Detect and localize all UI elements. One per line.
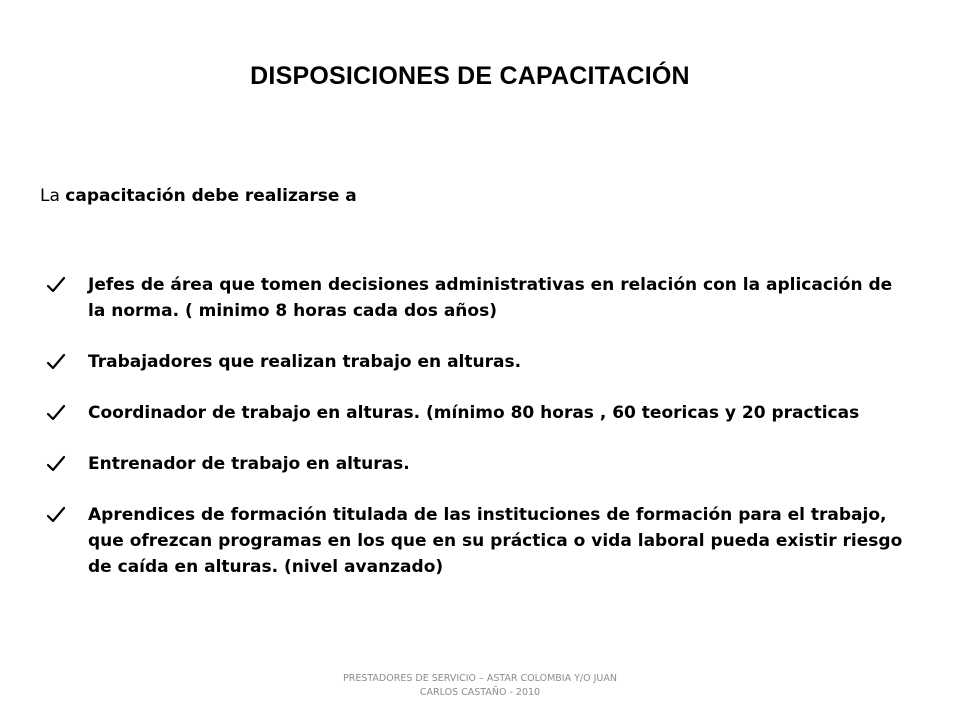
footer-line-1: PRESTADORES DE SERVICIO – ASTAR COLOMBIA Y/O JUAN: [343, 673, 617, 684]
checkmark-icon: [46, 454, 66, 474]
intro-bold-text: capacitación debe realizarse a: [65, 186, 357, 206]
list-item: [46, 502, 906, 580]
intro-text: [40, 186, 357, 206]
list-item-text: Entrenador de trabajo en alturas.: [88, 454, 410, 474]
intro-prefix: La: [40, 186, 66, 206]
checkmark-icon: [46, 275, 66, 295]
list-item-text: Aprendices de formación titulada de las instituciones de formación para el trabajo, que ofrezcan programas en los que en su práctica o vida laboral pueda existir riesgo de caída en alturas. (nivel avanzado): [88, 505, 903, 577]
slide-title: DISPOSICIONES DE CAPACITACIÓN: [250, 62, 690, 90]
list-item-text: Jefes de área que tomen decisiones administrativas en relación con la aplicación de la norma. ( minimo 8 horas cada dos años): [88, 275, 893, 321]
list-item: [46, 451, 906, 477]
list-item: [46, 272, 906, 324]
checkmark-icon: [46, 505, 66, 525]
footer-line-2: CARLOS CASTAÑO - 2010: [419, 687, 541, 698]
checkmark-icon: [46, 403, 66, 423]
slide-footer: [300, 672, 660, 700]
checkmark-icon: [46, 352, 66, 372]
list-item: [46, 400, 906, 426]
list-item-text: Coordinador de trabajo en alturas. (mínimo 80 horas , 60 teoricas y 20 practicas: [88, 403, 860, 423]
requirements-list: [46, 272, 906, 605]
list-item-text: Trabajadores que realizan trabajo en alturas.: [88, 352, 522, 372]
list-item: [46, 349, 906, 375]
